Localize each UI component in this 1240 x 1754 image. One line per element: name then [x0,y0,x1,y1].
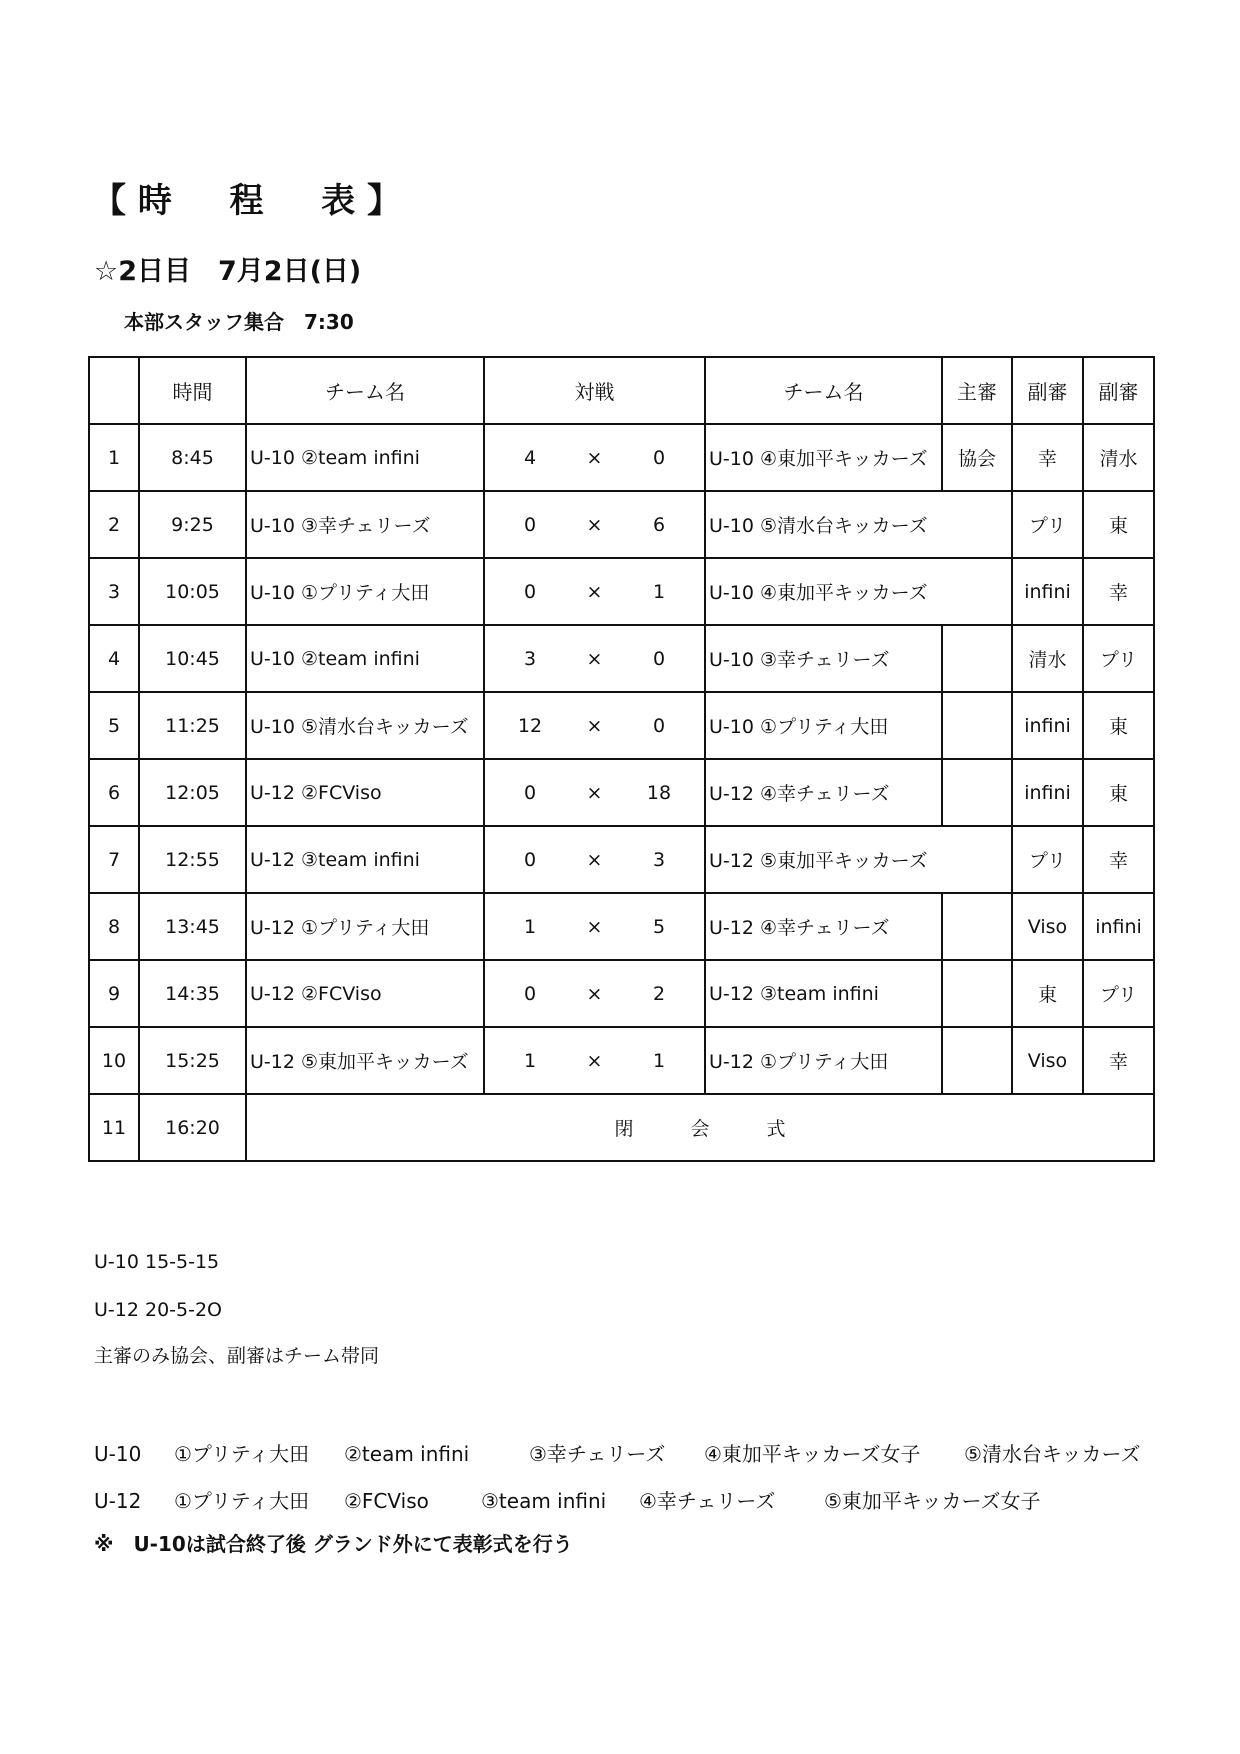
score-team1: 0 [523,982,537,1005]
main-referee [942,960,1012,1027]
team-list-item: ③幸チェリーズ [529,1442,666,1466]
day-subtitle: ☆2日目 7月2日(日) [94,256,362,287]
staff-gathering-time: 本部スタッフ集合 7:30 [124,310,354,334]
u10-format-note: U-10 15-5-15 [94,1251,220,1273]
team2-name: U-10 ③幸チェリーズ [705,625,942,692]
match-number: 7 [89,826,139,893]
team1-name: U-12 ①プリティ大田 [246,893,484,960]
assistant-referee-2: 東 [1083,759,1154,826]
match-number: 1 [89,424,139,491]
assistant-referee-1: infini [1012,558,1083,625]
page-title: 【 時 程 表 】 [92,181,402,221]
assistant-referee-2: 幸 [1083,826,1154,893]
match-score [484,692,705,759]
match-time: 12:05 [139,759,246,826]
match-score [484,893,705,960]
versus-mark: × [586,580,603,603]
table-row [89,893,1154,960]
team2-name: U-10 ①プリティ大田 [705,692,942,759]
score-team2: 3 [652,848,666,871]
score-group [485,916,704,938]
score-team2: 2 [652,982,666,1005]
assistant-referee-1: 東 [1012,960,1083,1027]
match-time: 10:05 [139,558,246,625]
match-time: 9:25 [139,491,246,558]
assistant-referee-1: 幸 [1012,424,1083,491]
team1-name: U-12 ②FCViso [246,960,484,1027]
match-number: 11 [89,1094,139,1161]
score-team2: 0 [652,446,666,469]
match-time: 16:20 [139,1094,246,1161]
versus-mark: × [586,848,603,871]
team-list-item: ②team infini [344,1442,470,1466]
team-list-item: ②FCViso [344,1489,429,1513]
ceremony-note: ※ U-10は試合終了後 グランド外にて表彰式を行う [94,1532,573,1556]
score-team2: 5 [652,915,666,938]
match-time: 14:35 [139,960,246,1027]
assistant-referee-2: infini [1083,893,1154,960]
table-row [89,1027,1154,1094]
assistant-referee-2: 幸 [1083,1027,1154,1094]
score-team1: 12 [517,714,543,737]
score-team2: 6 [652,513,666,536]
score-team1: 0 [523,781,537,804]
match-time: 12:55 [139,826,246,893]
referee-note: 主審のみ協会、副審はチーム帯同 [94,1345,380,1367]
match-time: 15:25 [139,1027,246,1094]
versus-mark: × [586,915,603,938]
score-team1: 1 [523,1049,537,1072]
header-team2: チーム名 [705,357,942,424]
header-team1: チーム名 [246,357,484,424]
match-number: 9 [89,960,139,1027]
team-list-item: ①プリティ大田 [174,1489,310,1513]
versus-mark: × [586,513,603,536]
score-group [485,514,704,536]
match-time: 10:45 [139,625,246,692]
assistant-referee-2: プリ [1083,625,1154,692]
table-header-row [89,357,1154,424]
team1-name: U-12 ②FCViso [246,759,484,826]
header-referee: 主審 [942,357,1012,424]
match-number: 6 [89,759,139,826]
score-team1: 4 [523,446,537,469]
match-number: 8 [89,893,139,960]
match-score [484,1027,705,1094]
team1-name: U-12 ⑤東加平キッカーズ [246,1027,484,1094]
team1-name: U-10 ⑤清水台キッカーズ [246,692,484,759]
match-number: 10 [89,1027,139,1094]
score-team2: 0 [652,714,666,737]
assistant-referee-1: Viso [1012,1027,1083,1094]
team-list-category: U-10 [94,1442,142,1466]
assistant-referee-2: 清水 [1083,424,1154,491]
score-group [485,1050,704,1072]
team1-name: U-10 ②team infini [246,625,484,692]
team1-name: U-10 ③幸チェリーズ [246,491,484,558]
match-score [484,558,705,625]
match-number: 2 [89,491,139,558]
match-score [484,424,705,491]
versus-mark: × [586,1049,603,1072]
score-team2: 0 [652,647,666,670]
match-number: 3 [89,558,139,625]
table-row [89,692,1154,759]
team-list-item: ④東加平キッカーズ女子 [704,1442,921,1466]
versus-mark: × [586,446,603,469]
table-row [89,491,1154,558]
team-list-u10 [94,1440,1141,1468]
team1-name: U-10 ①プリティ大田 [246,558,484,625]
table-row [89,424,1154,491]
assistant-referee-1: プリ [1012,826,1083,893]
header-match: 対戦 [484,357,705,424]
assistant-referee-2: 東 [1083,692,1154,759]
score-group [485,983,704,1005]
score-team1: 0 [523,848,537,871]
team-list-u12 [94,1487,1041,1515]
team-list-category: U-12 [94,1489,142,1513]
assistant-referee-1: infini [1012,759,1083,826]
match-time: 8:45 [139,424,246,491]
score-team1: 3 [523,647,537,670]
main-referee [942,625,1012,692]
main-referee [942,759,1012,826]
score-group [485,715,704,737]
table-row [89,826,1154,893]
u12-format-note: U-12 20-5-2O [94,1299,222,1321]
team2-name: U-10 ④東加平キッカーズ [705,424,942,491]
score-group [485,447,704,469]
team1-name: U-12 ③team infini [246,826,484,893]
header-assistant2: 副審 [1083,357,1154,424]
assistant-referee-1: infini [1012,692,1083,759]
score-group [485,849,704,871]
team2-name: U-12 ①プリティ大田 [705,1027,942,1094]
assistant-referee-2: 東 [1083,491,1154,558]
header-assistant1: 副審 [1012,357,1083,424]
table-row [89,558,1154,625]
team-list-item: ③team infini [481,1489,607,1513]
assistant-referee-1: 清水 [1012,625,1083,692]
assistant-referee-2: プリ [1083,960,1154,1027]
match-score [484,826,705,893]
team-list-item: ④幸チェリーズ [639,1489,776,1513]
team2-name: U-12 ④幸チェリーズ [705,893,942,960]
main-referee [942,893,1012,960]
closing-ceremony-row [89,1094,1154,1161]
match-score [484,960,705,1027]
main-referee [942,1027,1012,1094]
match-score [484,625,705,692]
versus-mark: × [586,714,603,737]
score-team1: 0 [523,513,537,536]
team2-name: U-12 ③team infini [705,960,942,1027]
team-list-item: ①プリティ大田 [174,1442,310,1466]
table-row [89,759,1154,826]
main-referee [942,692,1012,759]
match-number: 5 [89,692,139,759]
team-list-item: ⑤清水台キッカーズ [964,1442,1141,1466]
score-team2: 1 [652,580,666,603]
match-number: 4 [89,625,139,692]
match-time: 13:45 [139,893,246,960]
assistant-referee-1: プリ [1012,491,1083,558]
schedule-table [88,356,1155,1162]
versus-mark: × [586,982,603,1005]
score-team2: 18 [646,781,672,804]
score-team1: 0 [523,580,537,603]
team-list-item: ⑤東加平キッカーズ女子 [824,1489,1041,1513]
assistant-referee-2: 幸 [1083,558,1154,625]
versus-mark: × [586,781,603,804]
match-time: 11:25 [139,692,246,759]
score-group [485,648,704,670]
table-row [89,960,1154,1027]
score-team2: 1 [652,1049,666,1072]
closing-ceremony-label: 閉 会 式 [246,1094,1154,1161]
header-no [89,357,139,424]
team2-name: U-12 ⑤東加平キッカーズ [705,826,1012,893]
header-time: 時間 [139,357,246,424]
match-score [484,759,705,826]
team1-name: U-10 ②team infini [246,424,484,491]
team2-name: U-12 ④幸チェリーズ [705,759,942,826]
table-row [89,625,1154,692]
team2-name: U-10 ⑤清水台キッカーズ [705,491,1012,558]
main-referee: 協会 [942,424,1012,491]
assistant-referee-1: Viso [1012,893,1083,960]
match-score [484,491,705,558]
score-group [485,581,704,603]
versus-mark: × [586,647,603,670]
score-group [485,782,704,804]
score-team1: 1 [523,915,537,938]
team2-name: U-10 ④東加平キッカーズ [705,558,1012,625]
